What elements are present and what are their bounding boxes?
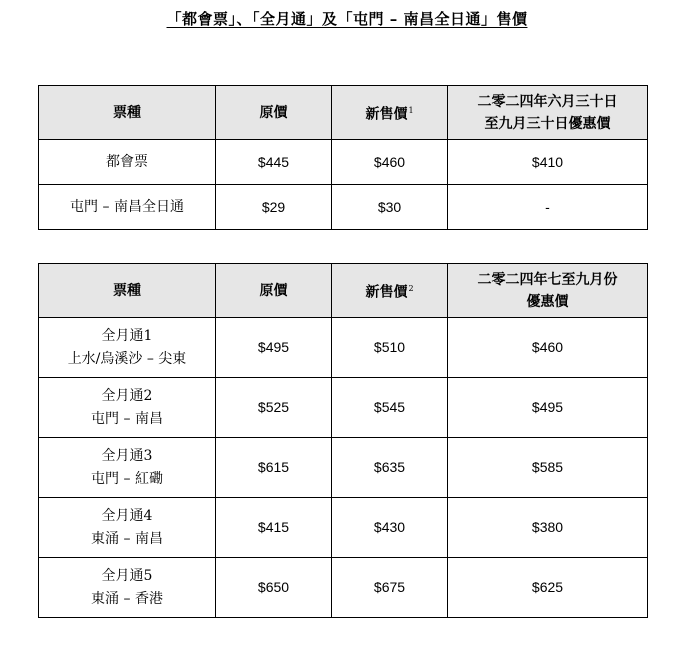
ticket-route: 上水/烏溪沙 – 尖東 xyxy=(67,350,187,367)
ticket-name: 全月通1 xyxy=(101,327,153,344)
table-row xyxy=(39,185,648,230)
table-header-row xyxy=(39,86,648,140)
footnote-marker: 2 xyxy=(408,283,414,293)
cell-ticket-type xyxy=(39,438,216,498)
cell-ticket-type: 都會票 xyxy=(39,140,216,185)
cell-new-price: $430 xyxy=(332,498,448,558)
cell-ticket-type xyxy=(39,378,216,438)
fare-table-1 xyxy=(38,85,648,230)
cell-ticket-type xyxy=(39,498,216,558)
table-row xyxy=(39,498,648,558)
cell-new-price: $545 xyxy=(332,378,448,438)
cell-new-price: $460 xyxy=(332,140,448,185)
cell-promo-price: - xyxy=(448,185,648,230)
cell-original-price: $615 xyxy=(216,438,332,498)
cell-original-price: $495 xyxy=(216,318,332,378)
cell-promo-price: $585 xyxy=(448,438,648,498)
page-title-text: 「都會票」、「全月通」及「屯門 – 南昌全日通」售價 xyxy=(166,10,528,28)
cell-new-price: $510 xyxy=(332,318,448,378)
header-new-price xyxy=(332,264,448,318)
table-row xyxy=(39,378,648,438)
table-row xyxy=(39,140,648,185)
header-new-price-label: 新售價 xyxy=(365,106,408,123)
header-new-price-label: 新售價 xyxy=(365,284,408,301)
cell-promo-price: $625 xyxy=(448,558,648,618)
header-promo-price xyxy=(448,86,648,140)
cell-ticket-type: 屯門 – 南昌全日通 xyxy=(39,185,216,230)
header-ticket-type: 票種 xyxy=(39,86,216,140)
header-promo-line-2: 優惠價 xyxy=(526,293,569,310)
header-promo-line-1: 二零二四年六月三十日 xyxy=(477,93,618,110)
header-promo-price xyxy=(448,264,648,318)
cell-promo-price: $380 xyxy=(448,498,648,558)
ticket-route: 東涌 – 南昌 xyxy=(91,530,163,547)
header-promo-line-1: 二零二四年七至九月份 xyxy=(477,271,618,288)
cell-promo-price: $495 xyxy=(448,378,648,438)
ticket-name: 全月通2 xyxy=(101,387,153,404)
table-header-row xyxy=(39,264,648,318)
cell-ticket-type xyxy=(39,318,216,378)
page-title xyxy=(0,8,694,29)
cell-original-price: $415 xyxy=(216,498,332,558)
ticket-name: 全月通5 xyxy=(101,567,153,584)
header-ticket-type: 票種 xyxy=(39,264,216,318)
table-row xyxy=(39,558,648,618)
cell-original-price: $650 xyxy=(216,558,332,618)
footnote-marker: 1 xyxy=(408,105,414,115)
header-original-price: 原價 xyxy=(216,264,332,318)
cell-promo-price: $410 xyxy=(448,140,648,185)
cell-original-price: $525 xyxy=(216,378,332,438)
cell-ticket-type xyxy=(39,558,216,618)
cell-promo-price: $460 xyxy=(448,318,648,378)
header-promo-line-2: 至九月三十日優惠價 xyxy=(484,115,611,132)
ticket-route: 屯門 – 紅磡 xyxy=(91,470,163,487)
table-row xyxy=(39,318,648,378)
cell-original-price: $445 xyxy=(216,140,332,185)
fare-table-2 xyxy=(38,263,648,618)
ticket-route: 東涌 – 香港 xyxy=(91,590,163,607)
header-original-price: 原價 xyxy=(216,86,332,140)
table-row xyxy=(39,438,648,498)
cell-new-price: $30 xyxy=(332,185,448,230)
cell-new-price: $635 xyxy=(332,438,448,498)
cell-new-price: $675 xyxy=(332,558,448,618)
header-new-price xyxy=(332,86,448,140)
ticket-name: 全月通3 xyxy=(101,447,153,464)
cell-original-price: $29 xyxy=(216,185,332,230)
ticket-name: 全月通4 xyxy=(101,507,153,524)
ticket-route: 屯門 – 南昌 xyxy=(91,410,163,427)
